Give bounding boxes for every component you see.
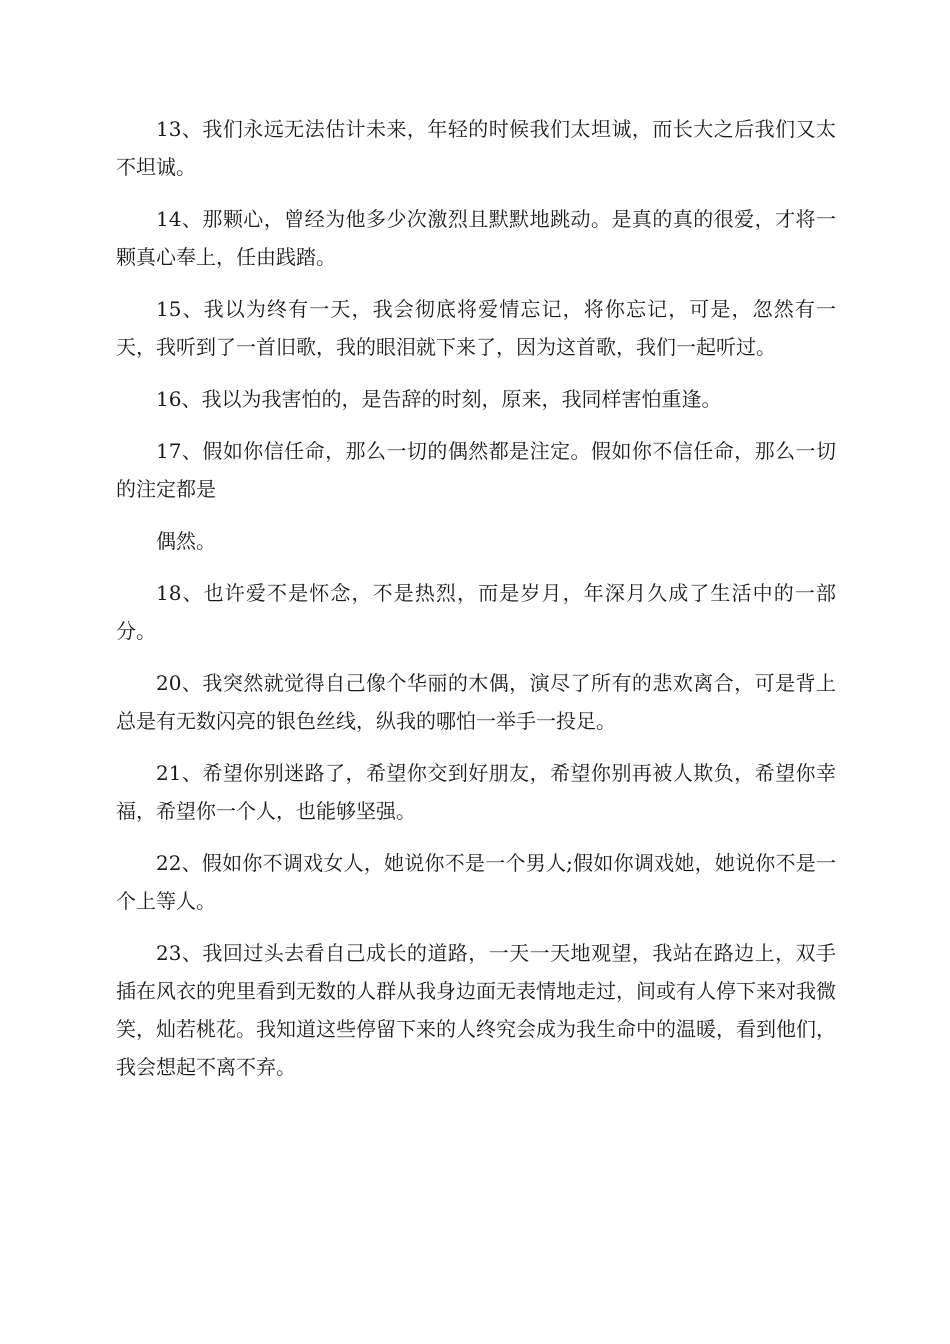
paragraph-14: 14、那颗心，曾经为他多少次激烈且默默地跳动。是真的真的很爱，才将一颗真心奉上，任由践踏。 [116,207,836,269]
paragraph-18: 18、也许爱不是怀念，不是热烈，而是岁月，年深月久成了生活中的一部分。 [116,581,836,643]
paragraph-20: 20、我突然就觉得自己像个华丽的木偶，演尽了所有的悲欢离合，可是背上总是有无数闪亮的银色丝线，纵我的哪怕一举手一投足。 [116,671,836,733]
paragraph-13: 13、我们永远无法估计未来，年轻的时候我们太坦诚，而长大之后我们又太不坦诚。 [116,117,836,179]
paragraph-16: 16、我以为我害怕的，是告辞的时刻，原来，我同样害怕重逢。 [156,387,722,411]
paragraph-17: 17、假如你信任命，那么一切的偶然都是注定。假如你不信任命，那么一切的注定都是 [116,439,836,501]
paragraph-17-continued: 偶然。 [156,529,216,553]
document-body [116,110,836,1100]
paragraph-15: 15、我以为终有一天，我会彻底将爱情忘记，将你忘记，可是，忽然有一天，我听到了一首旧歌，我的眼泪就下来了，因为这首歌，我们一起听过。 [116,297,836,359]
paragraph-21: 21、希望你别迷路了，希望你交到好朋友，希望你别再被人欺负，希望你幸福，希望你一个人，也能够坚强。 [116,761,836,823]
paragraph-23: 23、我回过头去看自己成长的道路，一天一天地观望，我站在路边上，双手插在风衣的兜里看到无数的人群从我身边面无表情地走过，间或有人停下来对我微笑，灿若桃花。我知道这些停留下来的人终究会成为我生命中的温暖，看到他们，我会想起不离不弃。 [116,941,836,1079]
paragraph-22: 22、假如你不调戏女人，她说你不是一个男人;假如你调戏她，她说你不是一个上等人。 [116,851,836,913]
